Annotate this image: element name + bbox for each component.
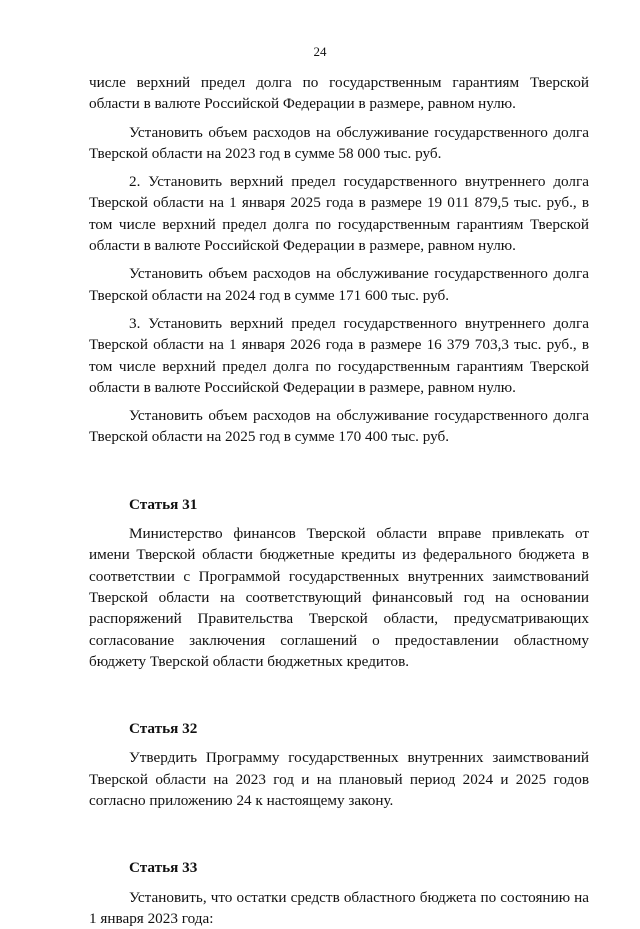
article-33-heading: Статья 33 bbox=[129, 859, 198, 877]
paragraph-continuation: числе верхний предел долга по государственным гарантиям Тверской области в валюте Российской Федерации в размере, равном нулю. bbox=[89, 74, 589, 113]
document-body bbox=[89, 72, 589, 929]
paragraph-expenses-2023: Установить объем расходов на обслуживание государственного долга Тверской области на 2023 год в сумме 58 000 тыс. руб. bbox=[89, 123, 589, 162]
article-33-text: Установить, что остатки средств областного бюджета по состоянию на 1 января 2023 года: bbox=[89, 888, 589, 927]
paragraph-debt-limit-2025: 2. Установить верхний предел государственного внутреннего долга Тверской области на 1 января 2025 года в размере 19 011 879,5 тыс. руб., в том числе верхний предел долга по государственным гарантиям Тверской области в валюте Российской Федерации в размере, равном нулю. bbox=[89, 173, 589, 255]
article-32-text: Утвердить Программу государственных внутренних заимствований Тверской области на 2023 год и на плановый период 2024 и 2025 годов согласно приложению 24 к настоящему закону. bbox=[89, 749, 589, 810]
article-32-heading: Статья 32 bbox=[129, 720, 198, 738]
article-31-heading: Статья 31 bbox=[129, 495, 198, 513]
paragraph-expenses-2025: Установить объем расходов на обслуживание государственного долга Тверской области на 2025 год в сумме 170 400 тыс. руб. bbox=[89, 407, 589, 446]
page-number: 24 bbox=[313, 44, 327, 59]
paragraph-debt-limit-2026: 3. Установить верхний предел государственного внутреннего долга Тверской области на 1 января 2026 года в размере 16 379 703,3 тыс. руб., в том числе верхний предел долга по государственным гарантиям Тверской области в валюте Российской Федерации в размере, равном нулю. bbox=[89, 314, 589, 396]
article-31-text: Министерство финансов Тверской области вправе привлекать от имени Тверской области бюджетные кредиты из федерального бюджета в соответствии с Программой государственных внутренних заимствований Тверской области на соответствующий финансовый год на основании распоряжений Правительства Тверской области, предусматривающих согласование заключения соглашений о предоставлении областному бюджету Тверской области бюджетных кредитов. bbox=[89, 525, 589, 670]
paragraph-expenses-2024: Установить объем расходов на обслуживание государственного долга Тверской области на 2024 год в сумме 171 600 тыс. руб. bbox=[89, 265, 589, 304]
